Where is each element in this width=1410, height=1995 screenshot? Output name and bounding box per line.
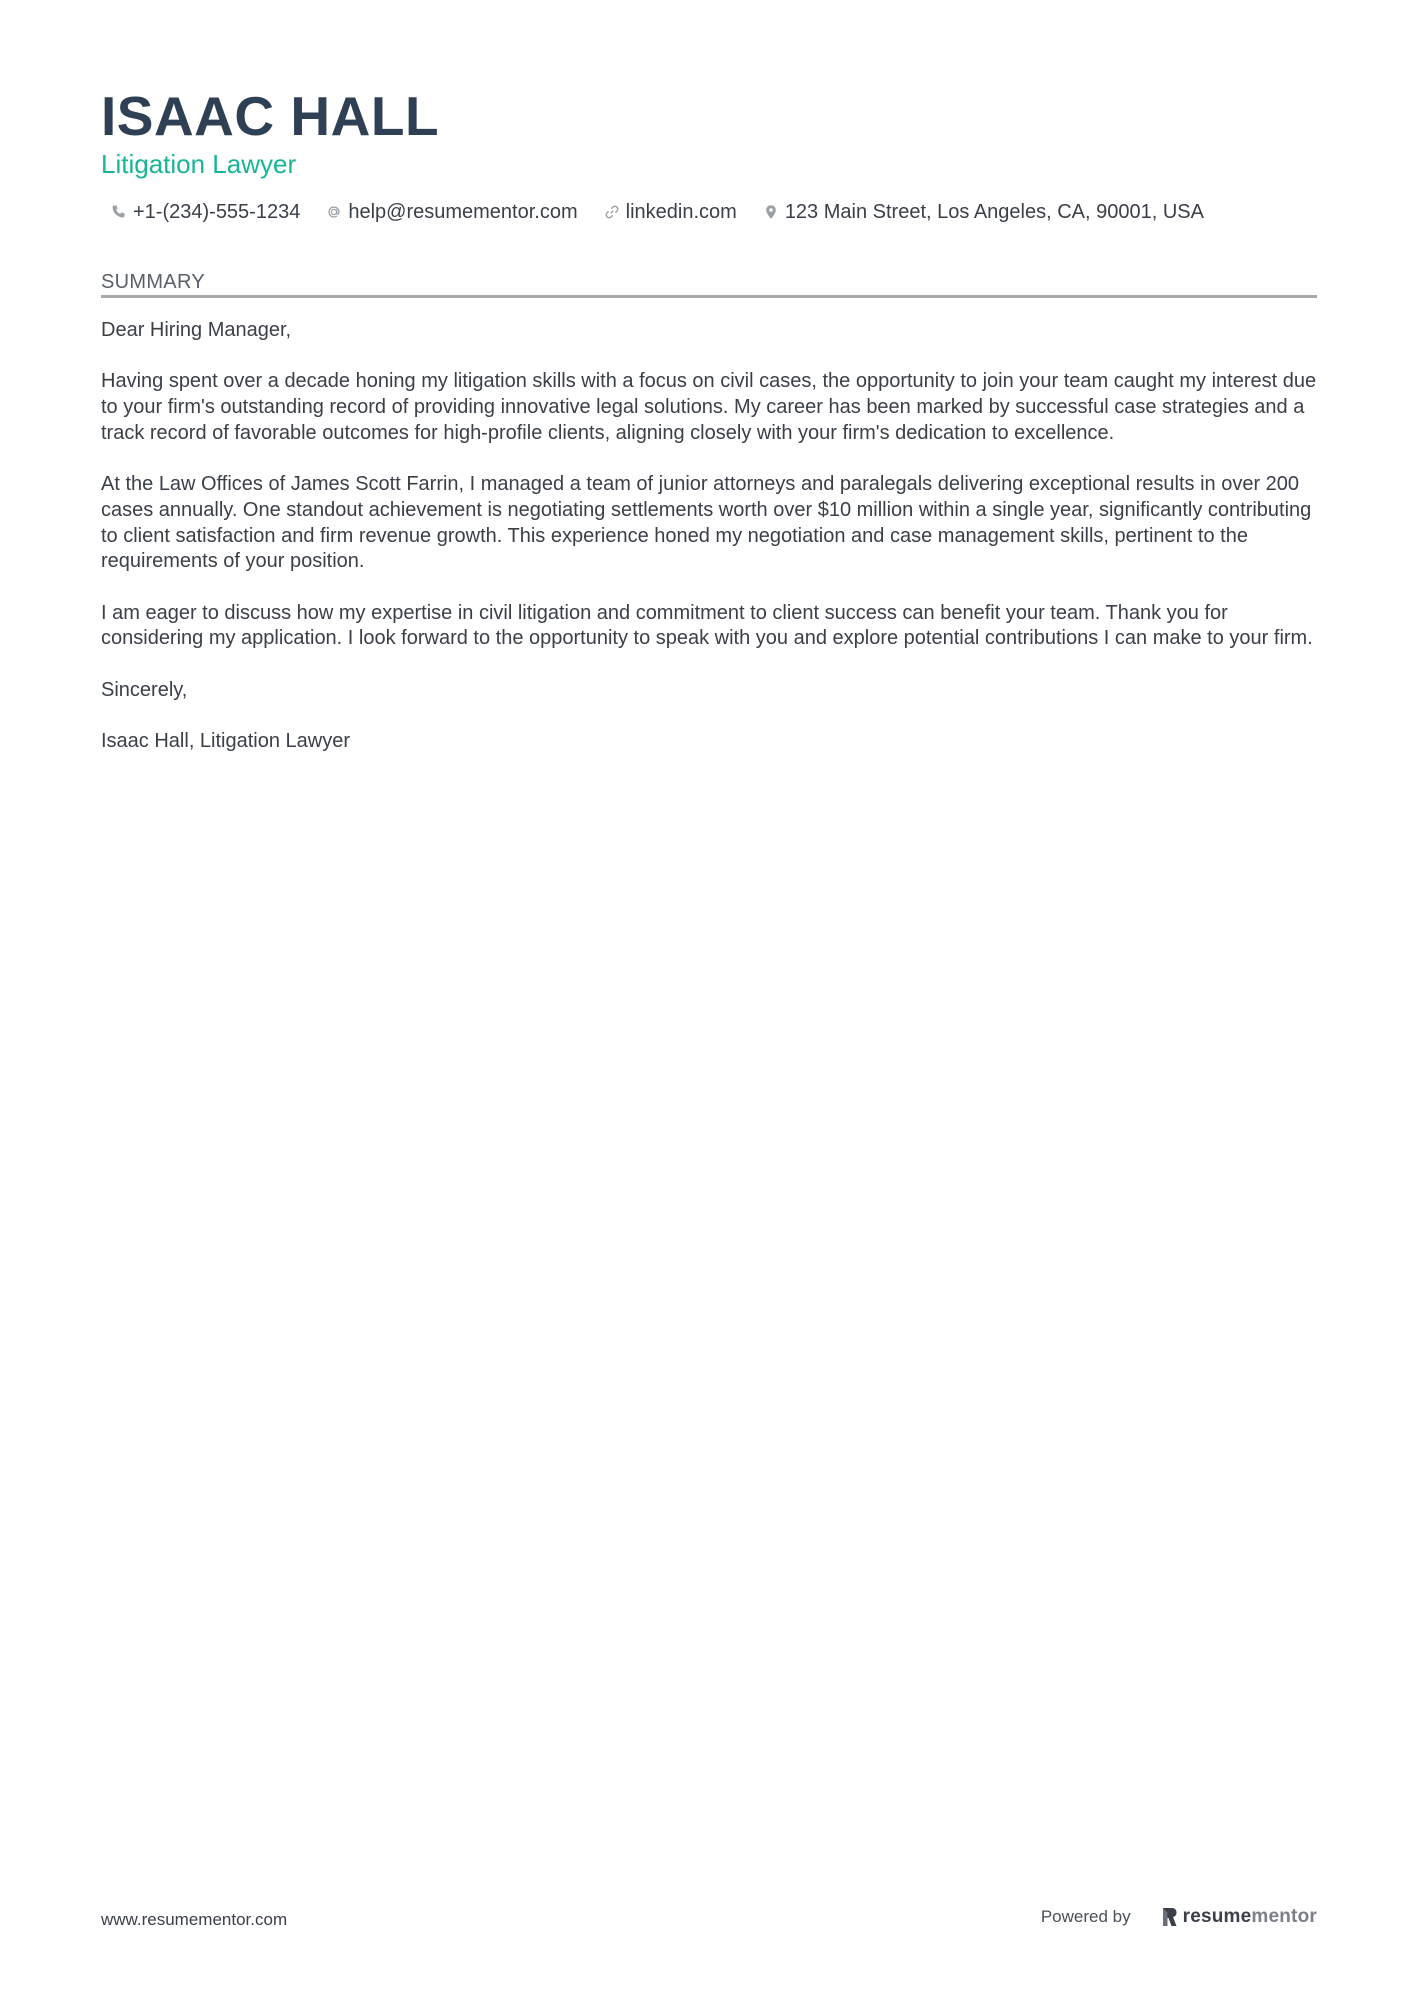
brand-name bbox=[1183, 1906, 1317, 1928]
letter-paragraph-1: Having spent over a decade honing my litigation skills with a focus on civil cases, the opportunity to join your team caught my interest due to your firm's outstanding record of providing innovative legal solutions. My career has been marked by successful case strategies and a track record of favorable outcomes for high-profile clients, aligning closely with your firm's dedication to excellence. bbox=[101, 370, 1317, 444]
closing: Sincerely, bbox=[101, 678, 188, 701]
resumementor-logo-icon bbox=[1161, 1906, 1178, 1928]
letter-paragraph-3: I am eager to discuss how my expertise in civil litigation and commitment to client success can benefit your team. Thank you for considering my application. I look forward to the opportunity to speak with you and explore potential contributions I can make to your firm. bbox=[101, 601, 1313, 650]
brand-name-part1: resume bbox=[1182, 1906, 1252, 1927]
contact-address bbox=[763, 198, 1204, 226]
signature: Isaac Hall, Litigation Lawyer bbox=[101, 730, 351, 753]
brand-name-part2: mentor bbox=[1251, 1906, 1317, 1927]
letter-body bbox=[101, 318, 1317, 781]
contact-address-text: 123 Main Street, Los Angeles, CA, 90001, USA bbox=[784, 201, 1204, 223]
salutation: Dear Hiring Manager, bbox=[101, 319, 292, 341]
letter-paragraph-2: At the Law Offices of James Scott Farrin, I managed a team of junior attorneys and paralegals delivering exceptional results in over 200 cases annually. One standout achievement is negotiating settlements worth over $10 million within a single year, significantly contributing to client satisfaction and firm revenue growth. This experience honed my negotiation and case management skills, pertinent to the requirements of your position. bbox=[101, 473, 1312, 573]
cover-letter-page bbox=[101, 0, 1317, 1995]
contact-email-text[interactable]: help@resumementor.com bbox=[348, 201, 578, 223]
section-divider bbox=[101, 295, 1317, 298]
link-icon bbox=[604, 204, 620, 220]
brand-logo[interactable] bbox=[1161, 1906, 1317, 1928]
location-pin-icon bbox=[763, 204, 779, 220]
candidate-name: ISAAC HALL bbox=[101, 85, 440, 147]
contact-bar bbox=[111, 198, 1230, 226]
contact-phone bbox=[111, 198, 300, 226]
contact-linkedin[interactable] bbox=[604, 198, 737, 226]
contact-email[interactable] bbox=[326, 198, 577, 226]
job-title: Litigation Lawyer bbox=[101, 149, 297, 179]
contact-linkedin-text[interactable]: linkedin.com bbox=[625, 201, 737, 223]
contact-phone-text: +1-(234)-555-1234 bbox=[133, 201, 301, 223]
footer-brand bbox=[1041, 1906, 1317, 1928]
summary-heading: SUMMARY bbox=[101, 271, 205, 293]
phone-icon bbox=[111, 204, 127, 220]
at-icon bbox=[326, 204, 342, 220]
footer-website-link[interactable]: www.resumementor.com bbox=[101, 1910, 288, 1929]
powered-by-label: Powered by bbox=[1040, 1907, 1131, 1926]
